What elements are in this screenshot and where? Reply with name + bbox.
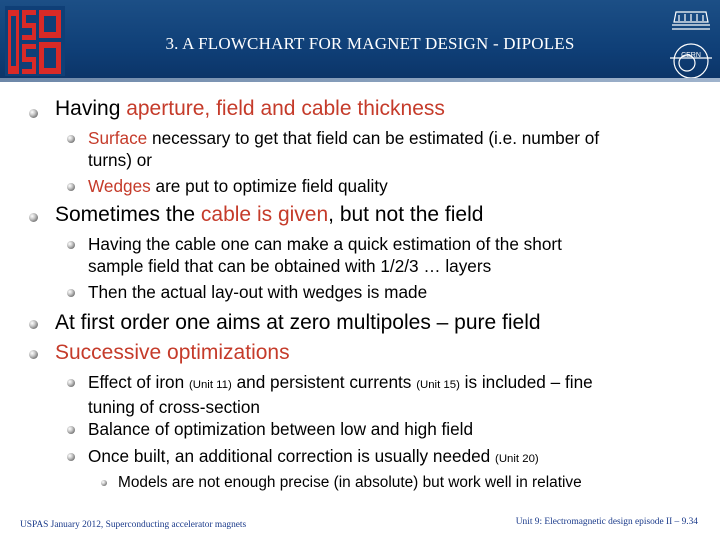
list-item [88,128,698,171]
item-text: Models are not enough precise (in absolute) but work well in relative [118,474,582,491]
item-text: are put to optimize field quality [150,176,388,196]
item-text: necessary to get that field can be estimated (i.e. number of [147,128,600,148]
unit-reference: (Unit 11) [188,379,232,391]
list-item [88,419,473,441]
list-item [88,446,539,471]
slide-header [0,0,720,82]
item-text-continuation: sample field that can be obtained with 1/2/3 … layers [88,255,492,276]
item-text: Balance of optimization between low and high field [88,419,474,439]
item-highlight: Wedges [88,176,151,196]
item-text: Once built, an additional correction is usually needed [88,446,496,466]
unit-reference: (Unit 15) [416,379,460,391]
list-item [55,341,290,365]
item-text: Having [55,97,127,120]
bullet-icon [29,320,38,329]
list-item [88,372,703,418]
item-highlight: cable is given [200,203,329,226]
slide-title: 3. A FLOWCHART FOR MAGNET DESIGN - DIPOLES [165,34,575,53]
list-item [88,282,427,304]
item-text: Effect of iron [88,372,189,392]
item-text: At first order one aims at zero multipoles – pure field [55,311,541,334]
bullet-icon [67,241,75,249]
item-text: is included – fine [459,372,593,392]
list-item [118,473,582,492]
bullet-icon [67,426,75,434]
item-highlight: Surface [88,128,148,148]
cern-logo-icon [666,6,716,80]
item-text: Then the actual lay-out with wedges is made [88,282,428,302]
bullet-icon [67,183,75,191]
list-item [55,311,541,335]
cern-label: CERN [681,52,701,59]
item-text: and persistent currents [231,372,417,392]
list-item [55,97,445,121]
footer-page: Unit 9: Electromagnetic design episode II – 9.34 [515,517,698,527]
bullet-icon [29,350,38,359]
list-item [88,176,388,198]
bullet-icon [101,480,107,486]
item-highlight: aperture, field and cable thickness [126,97,445,120]
list-item [55,203,483,227]
bullet-icon [67,453,75,461]
unit-reference: (Unit 20) [495,453,539,465]
header-divider [0,78,720,82]
item-text: , but not the field [328,203,484,226]
footer-course: USPAS January 2012, Superconducting accelerator magnets [20,520,247,530]
bullet-icon [67,379,75,387]
bullet-icon [29,213,38,222]
bullet-icon [29,109,38,118]
item-highlight: Successive optimizations [55,341,290,364]
bullet-icon [67,135,75,143]
bullet-icon [67,289,75,297]
item-text-continuation: tuning of cross-section [88,396,260,417]
item-text: Having the cable one can make a quick estimation of the short [88,234,562,254]
list-item [88,234,698,277]
item-text: Sometimes the [55,203,201,226]
item-text-continuation: turns) or [88,149,152,170]
